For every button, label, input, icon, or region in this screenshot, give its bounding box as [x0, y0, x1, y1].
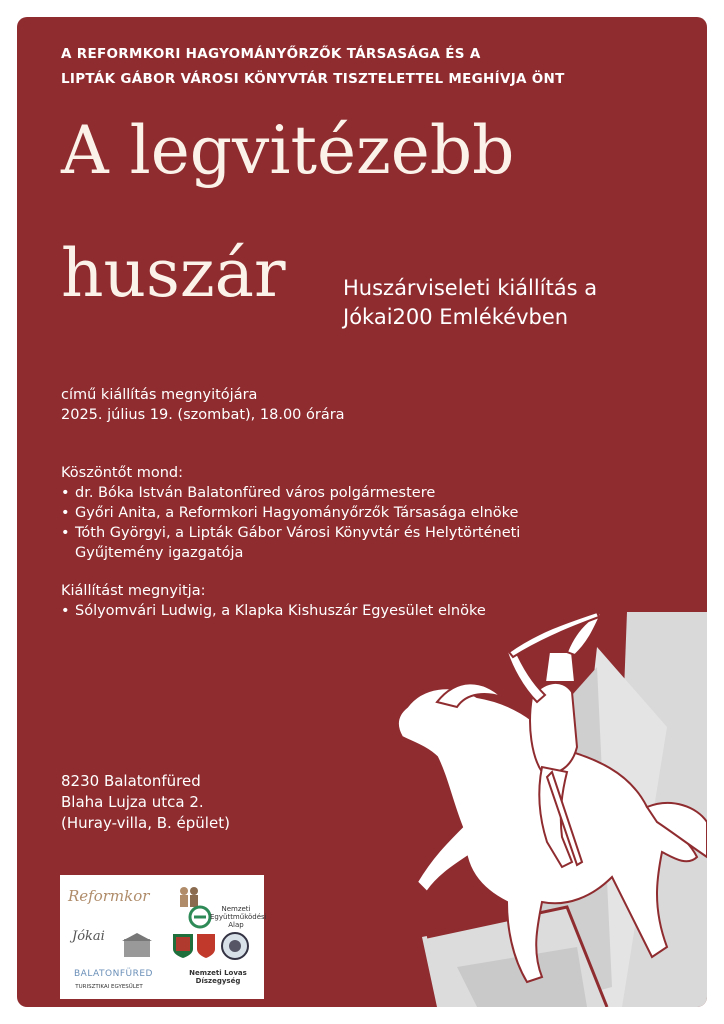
speaker-3: Tóth Györgyi, a Lipták Gábor Városi Könyvtár és Helytörténeti — [75, 525, 521, 541]
library-logo-icon — [122, 933, 152, 959]
jokai-logo: Jókai — [72, 929, 105, 944]
opening-info — [61, 385, 345, 425]
subtitle-line-1: Huszárviseleti kiállítás a — [343, 276, 598, 300]
list-item — [61, 523, 520, 563]
sponsor-logos — [60, 875, 267, 999]
list-item — [61, 483, 520, 503]
speaker-2: Győri Anita, a Reformkori Hagyományőrzők Társasága elnöke — [75, 505, 519, 521]
nea-line-3: Alap — [228, 921, 244, 929]
address-line-3: (Huray-villa, B. épület) — [61, 814, 230, 832]
lovas-diszegyseg-text — [178, 969, 258, 985]
speaker-1: dr. Bóka István Balatonfüred város polgármestere — [75, 485, 436, 501]
nea-line-1: Nemzeti — [221, 905, 251, 913]
address-line-2: Blaha Lujza utca 2. — [61, 793, 204, 811]
shield-red-icon — [196, 933, 216, 959]
lovas-emblem-icon — [220, 931, 250, 961]
opener: Sólyomvári Ludwig, a Klapka Kishuszár Egyesület elnöke — [75, 603, 486, 619]
opening-line-1: című kiállítás megnyitójára — [61, 387, 258, 403]
nea-logo-icon — [188, 905, 212, 929]
invitation-header — [61, 42, 681, 92]
lovas-line-2: Díszegység — [195, 977, 241, 985]
invitation-line-1: A REFORMKORI HAGYOMÁNYŐRZŐK TÁRSASÁGA ÉS A — [61, 46, 481, 62]
venue-address — [61, 771, 230, 834]
title-line-1: A legvitézebb — [61, 112, 515, 189]
greeting-section — [61, 463, 520, 563]
greeting-heading: Köszöntőt mond: — [61, 465, 184, 481]
hussar-on-book-illustration — [367, 607, 707, 1007]
title-line-2: huszár — [61, 235, 286, 312]
lovas-line-1: Nemzeti Lovas — [189, 969, 247, 977]
speaker-3-continued: Gyűjtemény igazgatója — [75, 545, 244, 561]
subtitle — [343, 274, 597, 332]
invitation-line-2: LIPTÁK GÁBOR VÁROSI KÖNYVTÁR TISZTELETTEL MEGHÍVJA ÖNT — [61, 71, 565, 87]
poster — [17, 17, 707, 1007]
subtitle-line-2: Jókai200 Emlékévben — [343, 305, 569, 329]
turisztikai-logo-text: TURISZTIKAI EGYESÜLET — [75, 984, 143, 990]
address-line-1: 8230 Balatonfüred — [61, 772, 201, 790]
coat-of-arms-icon — [172, 933, 194, 959]
greeting-list — [61, 483, 520, 563]
nea-logo-text — [210, 905, 267, 929]
list-item — [61, 503, 520, 523]
opening-date: 2025. július 19. (szombat), 18.00 órára — [61, 407, 345, 423]
balatonfured-logo: BALATONFÜRED — [74, 969, 153, 979]
nea-line-2: Együttműködési — [210, 913, 267, 921]
opened-by-heading: Kiállítást megnyitja: — [61, 583, 206, 599]
reformkor-logo: Reformkor — [68, 887, 150, 905]
